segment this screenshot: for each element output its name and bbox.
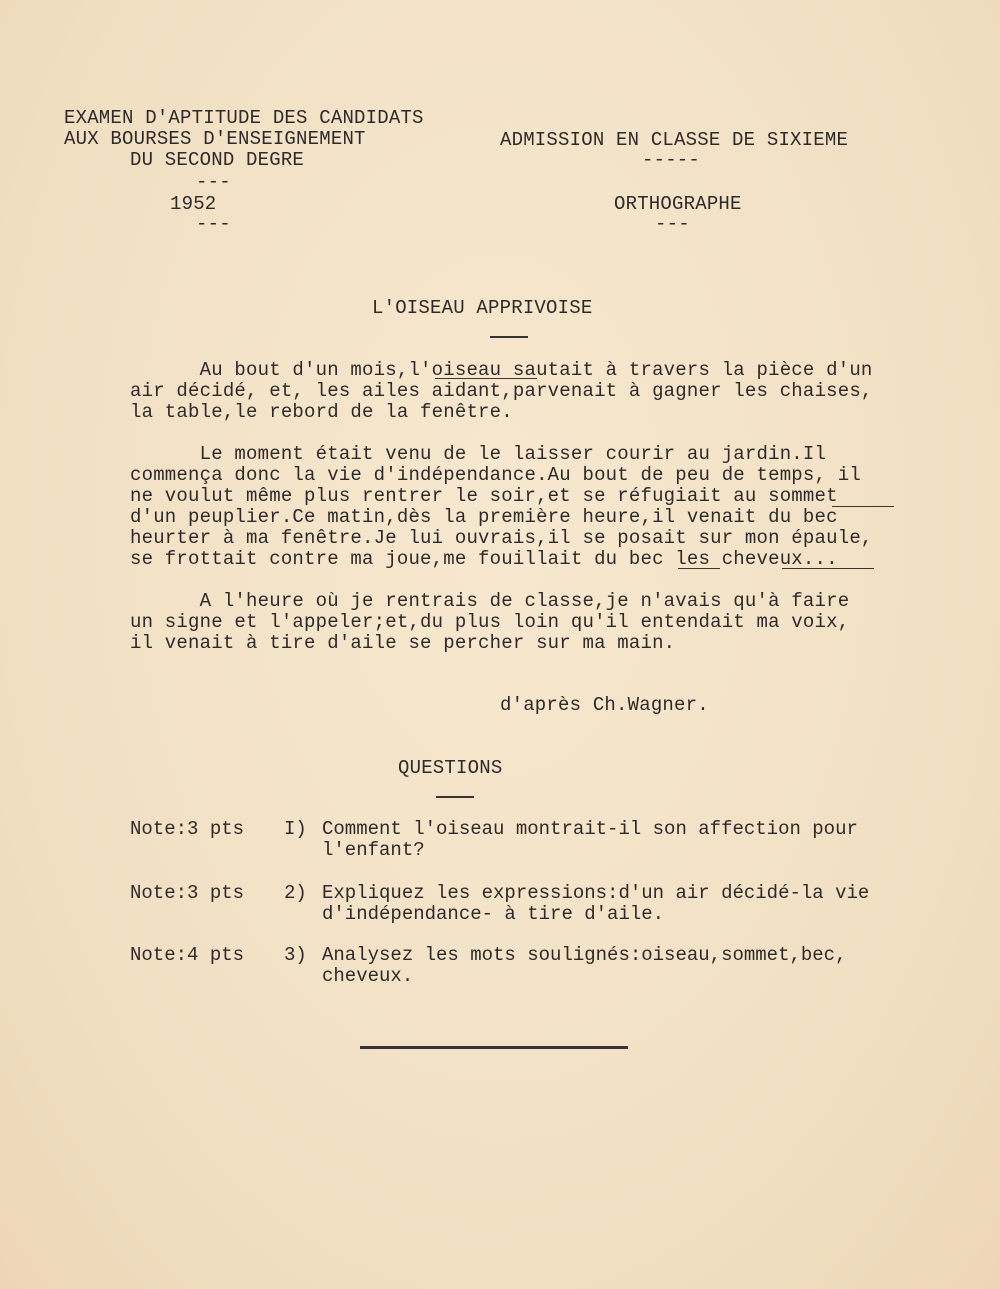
underline-sommet xyxy=(832,506,894,507)
attribution: d'après Ch.Wagner. xyxy=(500,694,709,716)
closing-rule xyxy=(360,1046,628,1049)
question-3-number: 3) xyxy=(284,944,307,966)
paragraph-2-line-1: Le moment était venu de le laisser courir au jardin.Il xyxy=(130,443,827,465)
question-2-number: 2) xyxy=(284,882,307,904)
exam-year: 1952 xyxy=(170,193,217,215)
title-underline-rule xyxy=(490,336,528,338)
question-2-line-1: Expliquez les expressions:d'un air décidé-la vie xyxy=(322,882,870,904)
question-2-line-2: d'indépendance- à tire d'aile. xyxy=(322,903,665,925)
underline-cheveux xyxy=(782,568,874,569)
paragraph-3-line-1: A l'heure où je rentrais de classe,je n'avais qu'à faire xyxy=(130,590,850,612)
header-left-dash: --- xyxy=(196,171,231,193)
dictation-title: L'OISEAU APPRIVOISE xyxy=(372,297,593,319)
question-2-note: Note:3 pts xyxy=(130,882,245,904)
admission-dash: ----- xyxy=(642,149,701,171)
subject-dash: --- xyxy=(655,213,690,235)
year-dash: --- xyxy=(196,213,231,235)
question-1-number: I) xyxy=(284,818,307,840)
question-3-line-1: Analysez les mots soulignés:oiseau,sommet,bec, xyxy=(322,944,847,966)
paragraph-1-line-1: Au bout d'un mois,l'oiseau sautait à travers la pièce d'un xyxy=(130,359,873,381)
paragraph-3-line-2: un signe et l'appeler;et,du plus loin qu'il entendait ma voix, xyxy=(130,611,850,633)
header-left-line-1: EXAMEN D'APTITUDE DES CANDIDATS xyxy=(64,107,424,129)
admission-title: ADMISSION EN CLASSE DE SIXIEME xyxy=(500,129,849,151)
underline-oiseau xyxy=(435,378,537,379)
paragraph-2-line-5: heurter à ma fenêtre.Je lui ouvrais,il se posait sur mon épaule, xyxy=(130,527,873,549)
underline-bec xyxy=(678,568,720,569)
questions-heading: QUESTIONS xyxy=(398,757,503,779)
question-3-note: Note:4 pts xyxy=(130,944,245,966)
subject-title: ORTHOGRAPHE xyxy=(614,193,742,215)
questions-heading-rule xyxy=(436,796,474,798)
header-left-line-3: DU SECOND DEGRE xyxy=(130,149,305,171)
paragraph-3-line-3: il venait à tire d'aile se percher sur ma main. xyxy=(130,632,676,654)
question-1-line-2: l'enfant? xyxy=(322,839,425,861)
paragraph-1-line-3: la table,le rebord de la fenêtre. xyxy=(130,401,513,423)
paragraph-1-line-2: air décidé, et, les ailes aidant,parvenait à gagner les chaises, xyxy=(130,380,873,402)
paragraph-2-line-4: d'un peuplier.Ce matin,dès la première heure,il venait du bec xyxy=(130,506,838,528)
paragraph-2-line-6: se frottait contre ma joue,me fouillait du bec les cheveux... xyxy=(130,548,838,570)
question-1-note: Note:3 pts xyxy=(130,818,245,840)
question-1-line-1: Comment l'oiseau montrait-il son affection pour xyxy=(322,818,858,840)
paragraph-2-line-3: ne voulut même plus rentrer le soir,et se réfugiait au sommet xyxy=(130,485,838,507)
header-left-line-2: AUX BOURSES D'ENSEIGNEMENT xyxy=(64,128,366,150)
paragraph-2-line-2: commença donc la vie d'indépendance.Au bout de peu de temps, il xyxy=(130,464,861,486)
question-3-line-2: cheveux. xyxy=(322,965,414,987)
